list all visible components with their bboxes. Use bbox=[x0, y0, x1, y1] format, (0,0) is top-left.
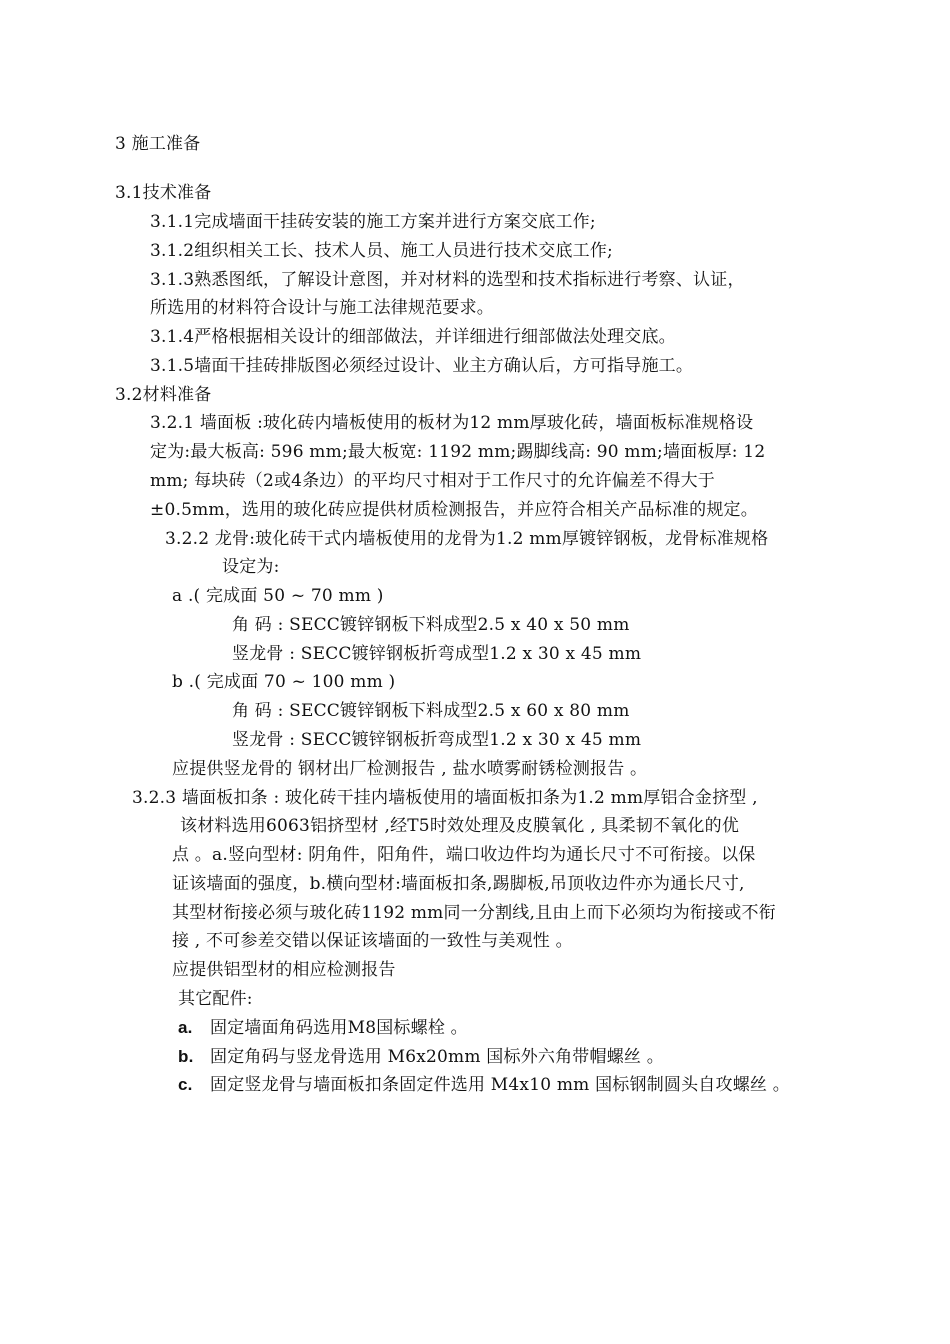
buckle-line-6: 接 , 不可参差交错以保证该墙面的一致性与美观性 。 bbox=[172, 931, 573, 951]
keel-a-head: a .( 完成面 50 ~ 70 mm ) bbox=[172, 586, 384, 606]
tech-item-3-cont: 所选用的材料符合设计与施工法律规范要求。 bbox=[150, 298, 494, 318]
keel-line-1: 3.2.2 龙骨:玻化砖干式内墙板使用的龙骨为1.2 mm厚镀锌钢板，龙骨标准规格 bbox=[165, 529, 769, 549]
accessory-text: 固定竖龙骨与墙面板扣条固定件选用 M4x10 mm 国标钢制圆头自攻螺丝 。 bbox=[210, 1075, 790, 1095]
wall-board-line-2: 定为:最大板高: 596 mm;最大板宽: 1192 mm;踢脚线高: 90 mm;墙面板厚: 12 bbox=[150, 442, 766, 462]
tech-item-3: 3.1.3熟悉图纸，了解设计意图，并对材料的选型和技术指标进行考察、认证， bbox=[150, 270, 745, 290]
accessory-item-b bbox=[178, 1046, 664, 1068]
accessories-title: 其它配件: bbox=[178, 989, 253, 1009]
keel-note: 应提供竖龙骨的 钢材出厂检测报告 , 盐水喷雾耐锈检测报告 。 bbox=[172, 759, 648, 779]
keel-b-head: b .( 完成面 70 ~ 100 mm ) bbox=[172, 672, 396, 692]
tech-item-2: 3.1.2组织相关工长、技术人员、施工人员进行技术交底工作; bbox=[150, 241, 613, 261]
wall-board-line-1: 3.2.1 墙面板 :玻化砖内墙板使用的板材为12 mm厚玻化砖，墙面板标准规格设 bbox=[150, 413, 754, 433]
keel-b-row-1: 角 码 : SECC镀锌钢板下料成型2.5 x 60 x 80 mm bbox=[232, 701, 630, 721]
accessory-text: 固定墙面角码选用M8国标螺栓 。 bbox=[210, 1018, 468, 1038]
keel-b-row-2: 竖龙骨 : SECC镀锌钢板折弯成型1.2 x 30 x 45 mm bbox=[232, 730, 642, 750]
list-marker: c. bbox=[178, 1075, 193, 1094]
section-heading: 3 施工准备 bbox=[115, 134, 201, 154]
buckle-line-5: 其型材衔接必须与玻化砖1192 mm同一分割线,且由上而下必须均为衔接或不衔 bbox=[172, 903, 776, 923]
accessory-item-c bbox=[178, 1074, 790, 1096]
buckle-line-3: 点 。a.竖向型材: 阴角件，阳角件，端口收边件均为通长尺寸不可衔接。以保 bbox=[172, 845, 756, 865]
tech-prep-title: 3.1技术准备 bbox=[115, 183, 212, 203]
wall-board-line-3: mm; 每块砖（2或4条边）的平均尺寸相对于工作尺寸的允许偏差不得大于 bbox=[150, 471, 716, 491]
keel-a-row-1: 角 码 : SECC镀锌钢板下料成型2.5 x 40 x 50 mm bbox=[232, 615, 630, 635]
buckle-line-2: 该材料选用6063铝挤型材 ,经T5时效处理及皮膜氧化 , 具柔韧不氧化的优 bbox=[180, 816, 740, 836]
list-marker: b. bbox=[178, 1047, 194, 1066]
keel-a-row-2: 竖龙骨 : SECC镀锌钢板折弯成型1.2 x 30 x 45 mm bbox=[232, 644, 642, 664]
accessory-text: 固定角码与竖龙骨选用 M6x20mm 国标外六角带帽螺丝 。 bbox=[210, 1047, 664, 1067]
list-marker: a. bbox=[178, 1018, 193, 1037]
buckle-line-1: 3.2.3 墙面板扣条 : 玻化砖干挂内墙板使用的墙面板扣条为1.2 mm厚铝合金挤型 , bbox=[132, 788, 758, 808]
wall-board-line-4: ±0.5mm，选用的玻化砖应提供材质检测报告，并应符合相关产品标准的规定。 bbox=[150, 500, 758, 520]
buckle-line-4: 证该墙面的强度，b.横向型材:墙面板扣条,踢脚板,吊顶收边件亦为通长尺寸, bbox=[172, 874, 745, 894]
keel-line-2: 设定为: bbox=[222, 557, 280, 577]
accessory-item-a bbox=[178, 1017, 468, 1039]
buckle-note: 应提供铝型材的相应检测报告 bbox=[172, 960, 396, 980]
material-prep-title: 3.2材料准备 bbox=[115, 385, 212, 405]
tech-item-4: 3.1.4严格根据相关设计的细部做法，并详细进行细部做法处理交底。 bbox=[150, 327, 676, 347]
tech-item-5: 3.1.5墙面干挂砖排版图必须经过设计、业主方确认后，方可指导施工。 bbox=[150, 356, 694, 376]
tech-item-1: 3.1.1完成墙面干挂砖安装的施工方案并进行方案交底工作; bbox=[150, 212, 596, 232]
